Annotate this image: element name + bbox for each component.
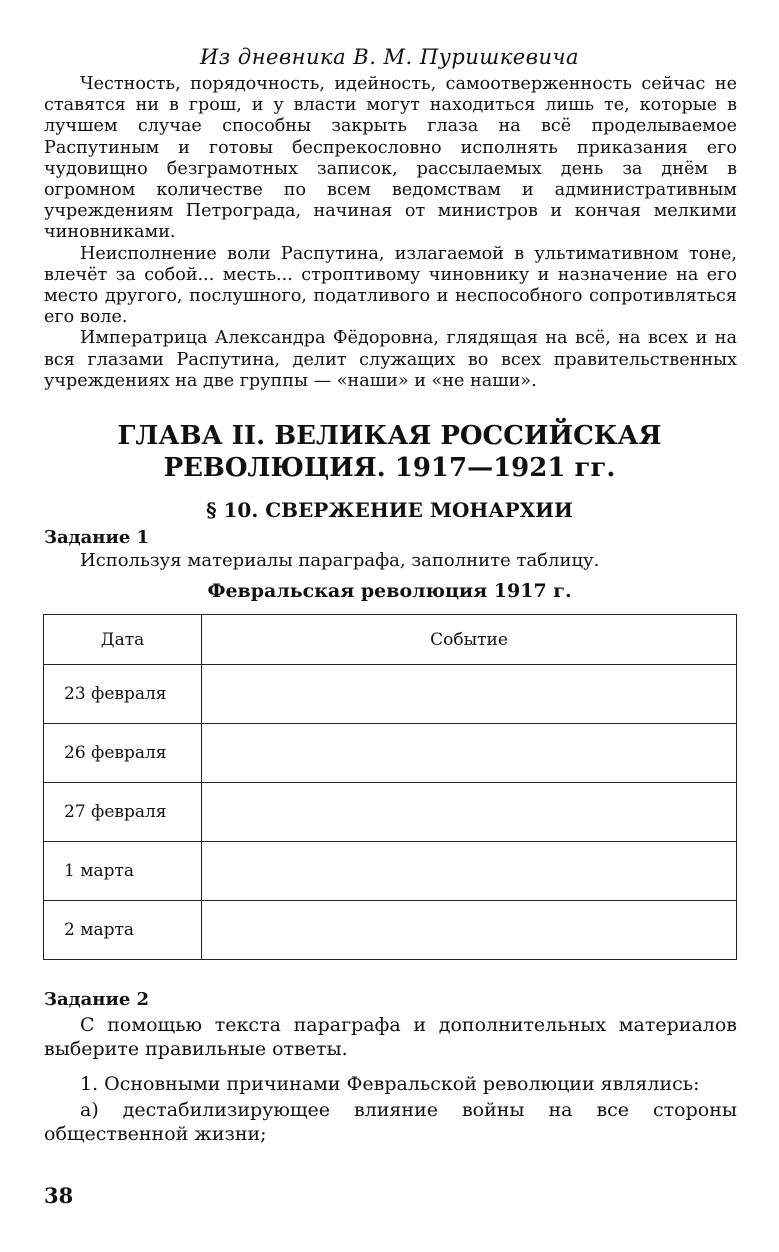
table-header-row: [44, 615, 737, 665]
date-cell: 1 марта: [44, 842, 202, 901]
table-title: Февральская революция 1917 г.: [207, 580, 572, 602]
answer-option-a: а) дестабилизирующее влияние войны на все стороны общественной жизни;: [44, 1099, 737, 1145]
event-cell[interactable]: [202, 665, 737, 724]
table-row: [44, 783, 737, 842]
task1-instruction: Используя материалы параграфа, заполните таблицу.: [80, 550, 600, 571]
diary-paragraph: Неисполнение воли Распутина, излагаемой в ультимативном тоне, влечёт за собой... месть... строптивому чиновнику и назначение на его место другого, послушного, податливого и неспособного сопротивляться его воле.: [44, 243, 737, 328]
column-header-event: Событие: [202, 615, 737, 665]
section-title: § 10. СВЕРЖЕНИЕ МОНАРХИИ: [206, 498, 573, 522]
table-row: [44, 665, 737, 724]
task2-instruction: С помощью текста параграфа и дополнительных материалов выберите правильные ответы.: [44, 1014, 737, 1060]
chapter-title-line: РЕВОЛЮЦИЯ. 1917—1921 гг.: [163, 453, 616, 483]
event-cell[interactable]: [202, 901, 737, 960]
page-number: 38: [44, 1183, 74, 1208]
event-cell[interactable]: [202, 724, 737, 783]
date-cell: 27 февраля: [44, 783, 202, 842]
table-row: [44, 724, 737, 783]
diary-title: Из дневника В. М. Пуришкевича: [199, 45, 580, 69]
task2-heading: Задание 2: [44, 989, 150, 1010]
column-header-date: Дата: [44, 615, 202, 665]
event-cell[interactable]: [202, 842, 737, 901]
question-1: 1. Основными причинами Февральской революции являлись:: [80, 1073, 700, 1095]
task2-body: [44, 1013, 737, 1146]
date-cell: 2 марта: [44, 901, 202, 960]
date-cell: 23 февраля: [44, 665, 202, 724]
events-table: [43, 614, 737, 960]
chapter-title: [0, 420, 779, 484]
table-row: [44, 842, 737, 901]
diary-paragraph: Императрица Александра Фёдоровна, глядящая на всё, на всех и на вся глазами Распутина, делит служащих во всех правительственных учреждениях на две группы — «наши» и «не наши».: [44, 328, 737, 391]
event-cell[interactable]: [202, 783, 737, 842]
chapter-title-line: ГЛАВА II. ВЕЛИКАЯ РОССИЙСКАЯ: [117, 421, 662, 451]
task1-heading: Задание 1: [44, 527, 150, 548]
date-cell: 26 февраля: [44, 724, 202, 783]
diary-excerpt: [44, 74, 737, 392]
table-row: [44, 901, 737, 960]
diary-paragraph: Честность, порядочность, идейность, самоотверженность сейчас не ставятся ни в грош, и у власти могут находиться лишь те, которые в лучшем случае способны закрыть глаза на всё проделываемое Распутиным и готовы беспрекословно исполнять приказания его чудовищно безграмотных записок, рассылаемых день за днём в огромном количестве по всем ведомствам и административным учреждениям Петрограда, начиная от министров и кончая мелкими чиновниками.: [44, 74, 737, 243]
